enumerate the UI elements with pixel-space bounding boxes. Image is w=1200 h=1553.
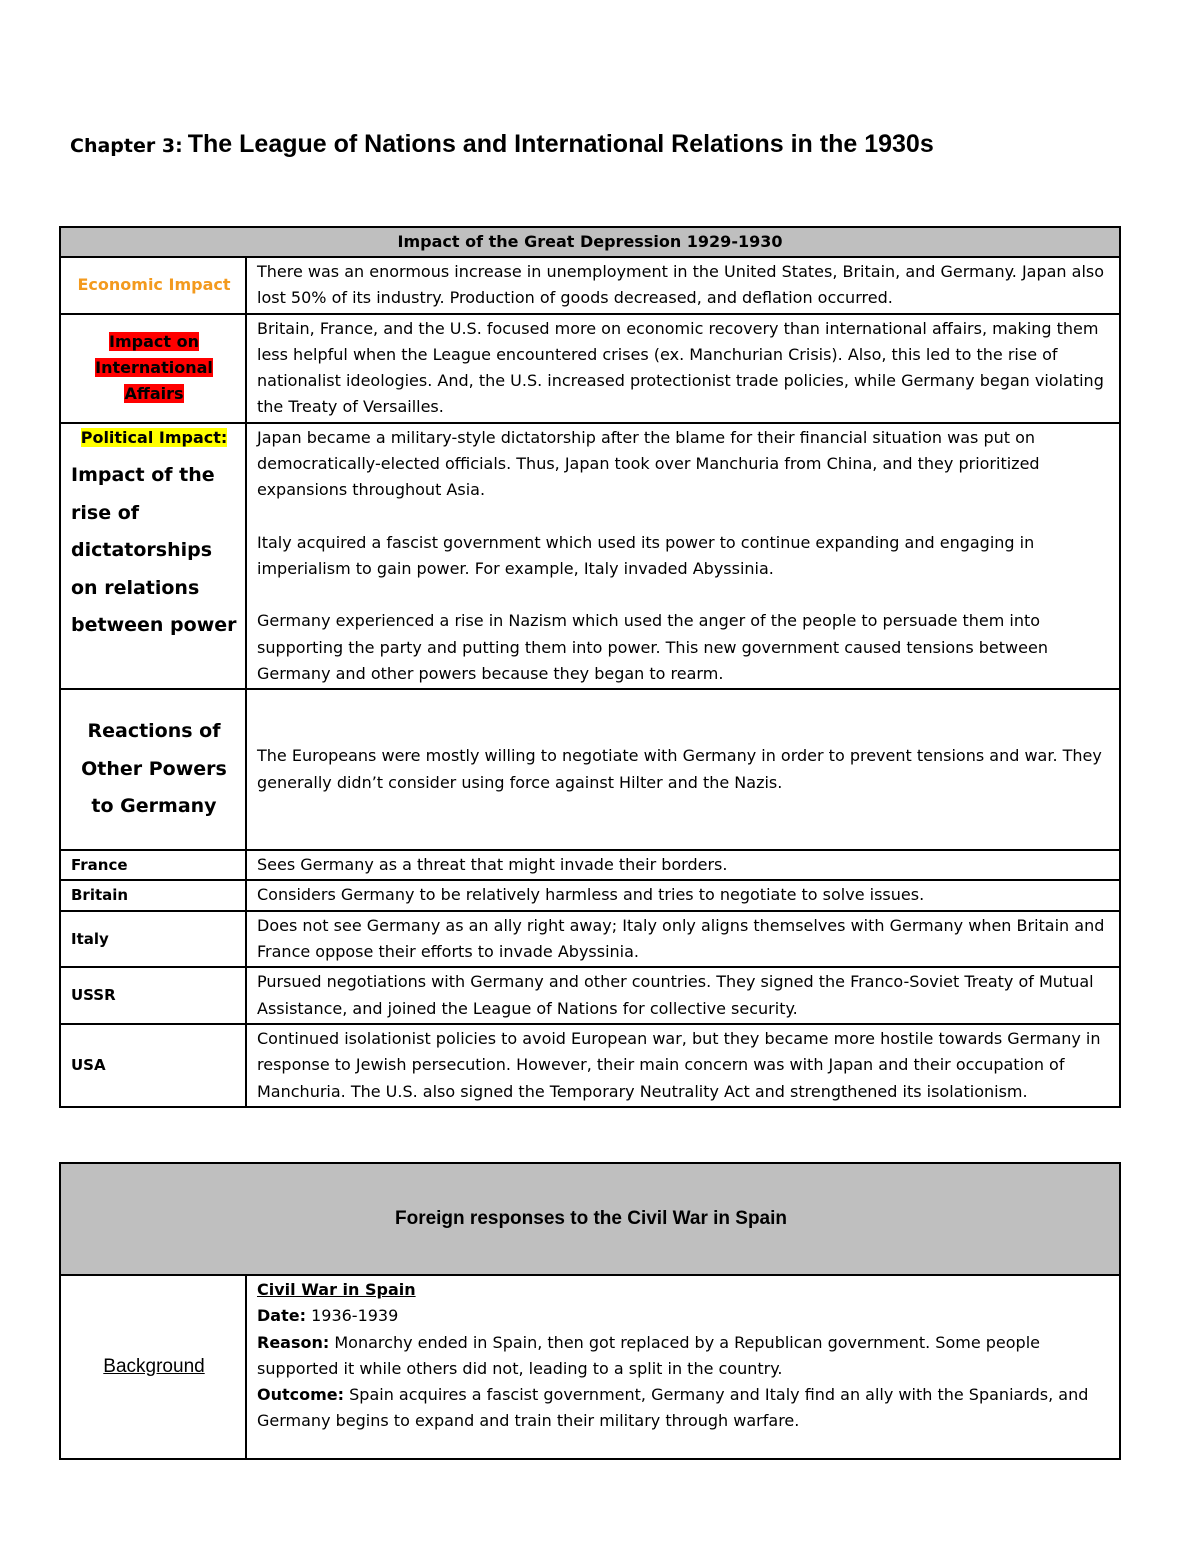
reactions-label: Reactions of Other Powers to Germany bbox=[60, 689, 246, 850]
great-depression-header: Impact of the Great Depression 1929-1930 bbox=[60, 227, 1120, 257]
table-row bbox=[60, 689, 1120, 850]
political-impact-sublabel: Impact of the rise of dictatorships on relations between power bbox=[71, 464, 237, 637]
page-title bbox=[70, 130, 934, 159]
country-france-text: Sees Germany as a threat that might invade their borders. bbox=[246, 850, 1120, 880]
country-britain: Britain bbox=[60, 880, 246, 910]
political-impact-text bbox=[246, 423, 1120, 689]
chapter-label: Chapter 3: bbox=[70, 135, 183, 157]
chapter-title: The League of Nations and International Relations in the 1930s bbox=[187, 130, 934, 158]
civil-war-heading: Civil War in Spain bbox=[257, 1280, 416, 1299]
table-row bbox=[60, 257, 1120, 314]
date-line: Date: 1936-1939 bbox=[257, 1306, 399, 1326]
country-britain-text: Considers Germany to be relatively harmless and tries to negotiate to solve issues. bbox=[246, 880, 1120, 910]
japan-paragraph: Japan became a military-style dictatorship after the blame for their financial situation was put on democratically-elected officials. Thus, Japan took over Manchuria from China, and they prioritized expansions throughout Asia. bbox=[257, 427, 1040, 500]
table-row bbox=[60, 423, 1120, 689]
table-row bbox=[60, 1275, 1120, 1459]
spanish-civil-war-table bbox=[59, 1162, 1121, 1460]
political-impact-label: Political Impact: Impact of the rise of dictatorships on relations between power bbox=[60, 423, 246, 689]
country-usa-text: Continued isolationist policies to avoid European war, but they became more hostile towards Germany in response to Jewish persecution. However, their main concern was with Japan and their occupation of Manchuria. The U.S. also signed the Temporary Neutrality Act and strengthened its isolationism. bbox=[246, 1024, 1120, 1107]
country-usa: USA bbox=[60, 1024, 246, 1107]
italy-paragraph: Italy acquired a fascist government which used its power to continue expanding and engaging in imperialism to gain power. For example, Italy invaded Abyssinia. bbox=[257, 532, 1035, 578]
country-italy: Italy bbox=[60, 911, 246, 968]
table-row bbox=[60, 314, 1120, 423]
table-header-row bbox=[60, 1163, 1120, 1275]
spanish-civil-war-header: Foreign responses to the Civil War in Spain bbox=[60, 1163, 1120, 1275]
outcome-line: Outcome: Spain acquires a fascist government, Germany and Italy find an ally with the Spaniards, and Germany begins to expand and train their military through warfare. bbox=[257, 1385, 1089, 1431]
country-ussr: USSR bbox=[60, 967, 246, 1024]
germany-paragraph: Germany experienced a rise in Nazism which used the anger of the people to persuade them into supporting the party and putting them into power. This new government caused tensions between Germany and other powers because they began to rearm. bbox=[257, 611, 1048, 683]
table-row bbox=[60, 911, 1120, 968]
table-row bbox=[60, 880, 1120, 910]
background-text bbox=[246, 1275, 1120, 1459]
table-row bbox=[60, 850, 1120, 880]
economic-impact-text: There was an enormous increase in unemployment in the United States, Britain, and Germany. Japan also lost 50% of its industry. Production of goods decreased, and deflation occurred. bbox=[246, 257, 1120, 314]
table-row bbox=[60, 967, 1120, 1024]
table-row bbox=[60, 1024, 1120, 1107]
country-italy-text: Does not see Germany as an ally right away; Italy only aligns themselves with Germany when Britain and France oppose their efforts to invade Abyssinia. bbox=[246, 911, 1120, 968]
international-affairs-label: Impact on International Affairs bbox=[60, 314, 246, 423]
economic-impact-label: Economic Impact bbox=[60, 257, 246, 314]
reason-line: Reason: Monarchy ended in Spain, then got replaced by a Republican government. Some people supported it while others did not, leading to a split in the country. bbox=[257, 1332, 1040, 1378]
reactions-text: The Europeans were mostly willing to negotiate with Germany in order to prevent tensions and war. They generally didn’t consider using force against Hilter and the Nazis. bbox=[246, 689, 1120, 850]
country-ussr-text: Pursued negotiations with Germany and other countries. They signed the Franco-Soviet Treaty of Mutual Assistance, and joined the League of Nations for collective security. bbox=[246, 967, 1120, 1024]
table-header-row bbox=[60, 227, 1120, 257]
international-affairs-text: Britain, France, and the U.S. focused more on economic recovery than international affairs, making them less helpful when the League encountered crises (ex. Manchurian Crisis). Also, this led to the rise of nationalist ideologies. And, the U.S. increased protectionist trade policies, while Germany began violating the Treaty of Versailles. bbox=[246, 314, 1120, 423]
background-label: Background bbox=[60, 1275, 246, 1459]
great-depression-table bbox=[59, 226, 1121, 1108]
country-france: France bbox=[60, 850, 246, 880]
